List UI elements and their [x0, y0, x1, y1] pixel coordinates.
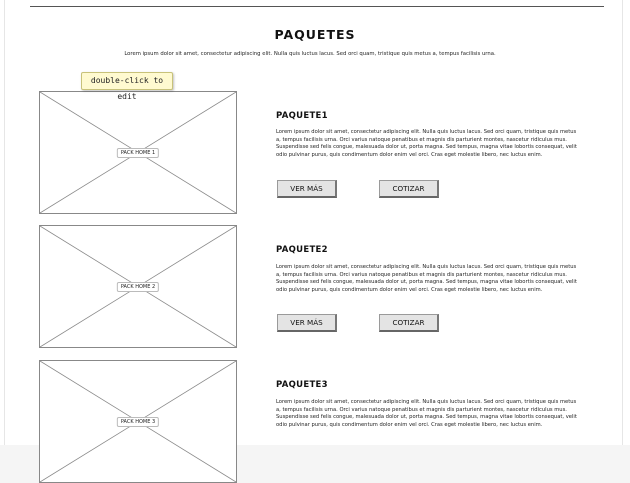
canvas-left-edge: [4, 0, 5, 445]
page-title: PAQUETES: [274, 27, 356, 42]
package-image-placeholder[interactable]: [39, 91, 237, 214]
page-intro-text: Lorem ipsum dolor sit amet, consectetur adipiscing elit. Nulla quis luctus lacus. Sed orci quam, tristique quis metus a, tempus facilisis urna.: [124, 51, 496, 57]
package-image-label: PACK HOME 1: [117, 148, 159, 158]
package-image-label: PACK HOME 3: [117, 417, 159, 427]
package-title: PAQUETE1: [276, 111, 328, 121]
package-description: Lorem ipsum dolor sit amet, consectetur adipiscing elit. Nulla quis luctus lacus. Sed orci quam, tristique quis metus a, tempus facilisis urna. Orci varius natoque penatibus et magnis dis parturient montes, nascetur ridiculus mus. Suspendisse sed felis congue, malesuada dolor ut, porta magna. Sed tempus, magna vitae lobortis consequat, velit odio pulvinar purus, quis condimentum dolor enim vel orci. Cras eget molestie libero, nec luctus enim.: [276, 129, 577, 158]
package-description: Lorem ipsum dolor sit amet, consectetur adipiscing elit. Nulla quis luctus lacus. Sed orci quam, tristique quis metus a, tempus facilisis urna. Orci varius natoque penatibus et magnis dis parturient montes, nascetur ridiculus mus. Suspendisse sed felis congue, malesuada dolor ut, porta magna. Sed tempus, magna vitae lobortis consequat, velit odio pulvinar purus, quis condimentum dolor enim vel orci. Cras eget molestie libero, nec luctus enim.: [276, 264, 577, 293]
package-title: PAQUETE2: [276, 245, 328, 255]
package-description: Lorem ipsum dolor sit amet, consectetur adipiscing elit. Nulla quis luctus lacus. Sed orci quam, tristique quis metus a, tempus facilisis urna. Orci varius natoque penatibus et magnis dis parturient montes, nascetur ridiculus mus. Suspendisse sed felis congue, malesuada dolor ut, porta magna. Sed tempus, magna vitae lobortis consequat, velit odio pulvinar purus, quis condimentum dolor enim vel orci. Cras eget molestie libero, nec luctus enim.: [276, 399, 577, 428]
package-title: PAQUETE3: [276, 380, 328, 390]
canvas-right-edge: [622, 0, 623, 445]
ver-mas-button[interactable]: VER MÁS: [277, 314, 337, 332]
ver-mas-button[interactable]: VER MÁS: [277, 180, 337, 198]
top-divider: [30, 6, 604, 7]
package-image-label: PACK HOME 2: [117, 282, 159, 292]
package-image-placeholder[interactable]: [39, 225, 237, 348]
cotizar-button[interactable]: COTIZAR: [379, 314, 439, 332]
edit-hint-tooltip: double-click to edit: [81, 72, 173, 90]
package-image-placeholder[interactable]: [39, 360, 237, 483]
cotizar-button[interactable]: COTIZAR: [379, 180, 439, 198]
